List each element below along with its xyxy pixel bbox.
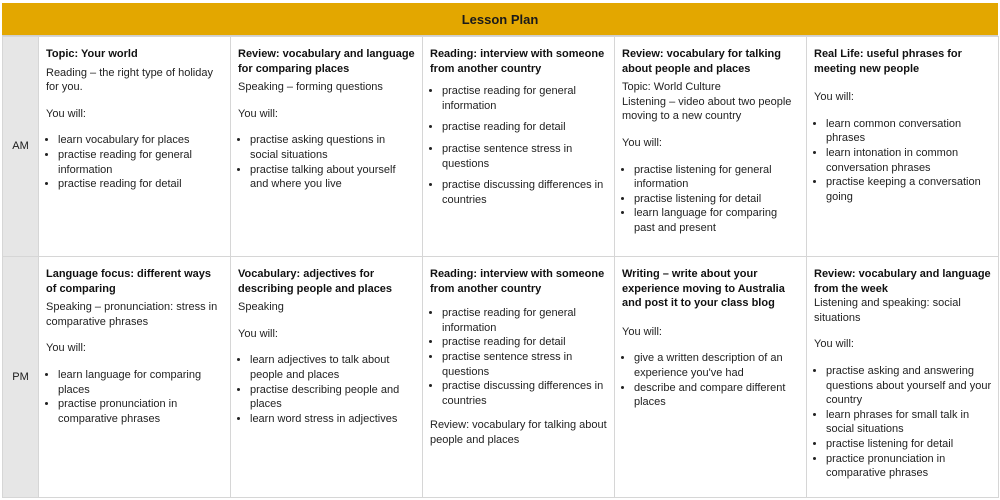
cell-am-1 xyxy=(39,37,231,257)
list-item: • practise listening for detail xyxy=(826,437,992,452)
cell-you-will: You will: xyxy=(622,136,662,149)
list-item: • practise describing people and places xyxy=(250,383,416,412)
list-item: • give a written description of an experience you've had xyxy=(634,351,800,380)
cell-you-will: You will: xyxy=(238,327,278,340)
objective-list xyxy=(814,117,992,205)
cell-title: Reading: interview with someone from another country xyxy=(430,268,605,295)
cell-title: Review: vocabulary and language for comparing places xyxy=(238,48,415,75)
list-item: • practise asking questions in social situations xyxy=(250,133,416,162)
list-item: • practise reading for detail xyxy=(58,177,224,192)
cell-title: Topic: Your world xyxy=(46,48,138,60)
cell-title: Real Life: useful phrases for meeting new people xyxy=(814,48,962,75)
cell-pm-4 xyxy=(615,257,807,498)
pm-row xyxy=(3,257,999,498)
lesson-plan-table xyxy=(2,36,999,498)
list-item: • practice pronunciation in comparative phrases xyxy=(826,452,992,481)
lesson-plan xyxy=(2,3,998,497)
cell-pm-1 xyxy=(39,257,231,498)
list-item: • describe and compare different places xyxy=(634,381,800,410)
list-item: • learn adjectives to talk about people and places xyxy=(250,353,416,382)
list-item: • practise sentence stress in questions xyxy=(442,350,608,379)
objective-list xyxy=(622,351,800,409)
row-label-am: AM xyxy=(3,37,39,257)
cell-title: Language focus: different ways of comparing xyxy=(46,268,212,295)
cell-you-will: You will: xyxy=(46,107,86,120)
cell-title: Reading: interview with someone from another country xyxy=(430,48,605,75)
cell-subtitle: Reading – the right type of holiday for you. xyxy=(46,66,213,94)
cell-am-4 xyxy=(615,37,807,257)
cell-am-3 xyxy=(423,37,615,257)
list-item: • practise reading for general information xyxy=(58,148,224,177)
cell-footer-note: Review: vocabulary for talking about people and places xyxy=(430,419,607,446)
cell-you-will: You will: xyxy=(814,91,854,104)
objective-list xyxy=(622,163,800,236)
cell-subtitle: Listening and speaking: social situations xyxy=(814,297,961,324)
objective-list xyxy=(430,306,608,408)
cell-am-2 xyxy=(231,37,423,257)
list-item: • learn common conversation phrases xyxy=(826,117,992,146)
objective-list xyxy=(814,364,992,481)
list-item: • practise listening for detail xyxy=(634,192,800,207)
list-item: • practise listening for general information xyxy=(634,163,800,192)
cell-you-will: You will: xyxy=(814,338,854,351)
objective-list xyxy=(238,353,416,426)
cell-title: Review: vocabulary and language from the week xyxy=(814,268,991,295)
list-item: • practise pronunciation in comparative phrases xyxy=(58,397,224,426)
cell-title: Vocabulary: adjectives for describing people and places xyxy=(238,268,393,295)
cell-subtitle: Speaking – forming questions xyxy=(238,81,383,94)
list-item: • practise talking about yourself and where you live xyxy=(250,163,416,192)
cell-you-will: You will: xyxy=(622,325,662,338)
list-item: • practise asking and answering questions about yourself and your country xyxy=(826,364,992,408)
list-item: • practise keeping a conversation going xyxy=(826,175,992,204)
list-item: • practise reading for detail xyxy=(442,120,608,135)
list-item: • practise discussing differences in countries xyxy=(442,379,608,408)
cell-you-will: You will: xyxy=(46,342,86,355)
objective-list xyxy=(430,84,608,207)
cell-pm-3 xyxy=(423,257,615,498)
lesson-plan-header: Lesson Plan xyxy=(2,3,998,36)
cell-pm-2 xyxy=(231,257,423,498)
cell-you-will: You will: xyxy=(238,107,278,120)
row-label-pm: PM xyxy=(3,257,39,498)
list-item: • learn vocabulary for places xyxy=(58,133,224,148)
cell-subtitle: Speaking – pronunciation: stress in comparative phrases xyxy=(46,301,218,328)
list-item: • learn language for comparing places xyxy=(58,368,224,397)
cell-subtitle: Speaking xyxy=(238,301,284,314)
list-item: • learn word stress in adjectives xyxy=(250,412,416,427)
cell-title: Writing – write about your experience moving to Australia and post it to your class blog xyxy=(622,268,785,310)
objective-list xyxy=(238,133,416,191)
list-item: • practise reading for general information xyxy=(442,306,608,335)
cell-pm-5 xyxy=(807,257,999,498)
list-item: • practise discussing differences in countries xyxy=(442,178,608,207)
list-item: • learn intonation in common conversation phrases xyxy=(826,146,992,175)
list-item: • practise sentence stress in questions xyxy=(442,142,608,171)
cell-am-5 xyxy=(807,37,999,257)
list-item: • learn phrases for small talk in social situations xyxy=(826,408,992,437)
list-item: • learn language for comparing past and present xyxy=(634,206,800,235)
list-item: • practise reading for general information xyxy=(442,84,608,113)
cell-subtitle: Topic: World Culture Listening – video about two people moving to a new country xyxy=(622,81,792,123)
am-row xyxy=(3,37,999,257)
cell-title: Review: vocabulary for talking about people and places xyxy=(622,48,781,75)
objective-list xyxy=(46,133,224,191)
list-item: • practise reading for detail xyxy=(442,335,608,350)
objective-list xyxy=(46,368,224,426)
